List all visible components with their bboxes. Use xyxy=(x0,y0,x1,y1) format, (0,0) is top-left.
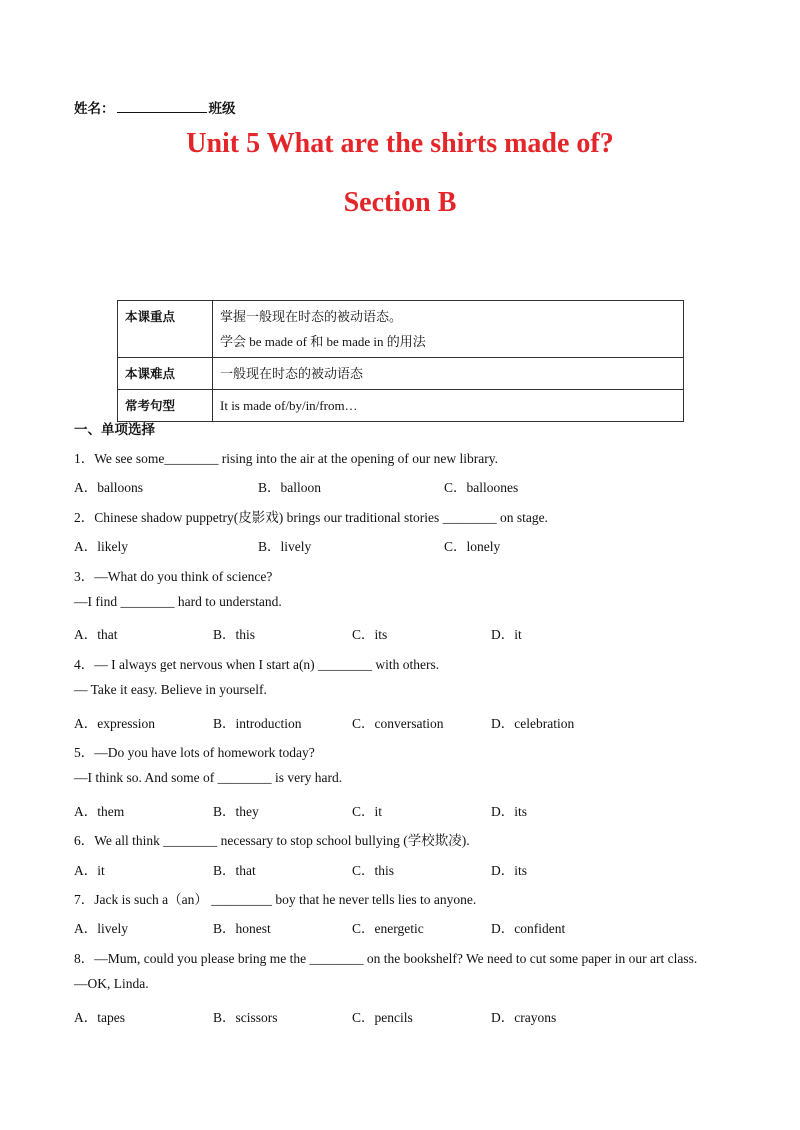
focus-line: 学会 be made of 和 be made in 的用法 xyxy=(220,334,426,349)
answer-option[interactable]: B．they xyxy=(213,803,259,819)
answer-option[interactable]: D．crayons xyxy=(491,1009,557,1025)
name-class-line xyxy=(74,97,236,117)
answer-option[interactable]: C．pencils xyxy=(352,1009,413,1025)
answer-option[interactable]: C．this xyxy=(352,862,395,878)
answer-option[interactable]: C．energetic xyxy=(352,921,424,937)
answer-option[interactable]: A．expression xyxy=(74,715,155,731)
answer-option[interactable]: D．its xyxy=(491,803,528,819)
question-stem: 4．— I always get nervous when I start a(n) ________ with others. xyxy=(74,656,440,672)
question-stem: 8．—Mum, could you please bring me the ________ on the bookshelf? We need to cut some paper in our art class. xyxy=(74,950,698,966)
answer-option[interactable]: A．likely xyxy=(74,539,128,555)
answer-option[interactable]: A．tapes xyxy=(74,1009,125,1025)
lesson-focus-table xyxy=(117,300,684,422)
answer-option[interactable]: C．lonely xyxy=(444,539,501,555)
name-label: 姓名： xyxy=(74,101,115,117)
page-title: Unit 5 What are the shirts made of? xyxy=(186,128,614,159)
question-stem: —I find ________ hard to understand. xyxy=(74,594,282,609)
question-stem: —I think so. And some of ________ is very hard. xyxy=(74,770,343,786)
answer-option[interactable]: A．lively xyxy=(74,921,128,937)
question-stem: —OK, Linda. xyxy=(74,976,149,992)
focus-line: 掌握一般现在时态的被动语态。 xyxy=(220,309,403,324)
answer-option[interactable]: C．conversation xyxy=(352,715,444,731)
answer-option[interactable]: B．lively xyxy=(258,539,312,555)
question-stem: 3．—What do you think of science? xyxy=(74,568,273,584)
page-subtitle: Section B xyxy=(343,187,457,218)
answer-option[interactable]: D．it xyxy=(491,627,522,643)
answer-option[interactable]: C．its xyxy=(352,627,388,643)
question-stem: — Take it easy. Believe in yourself. xyxy=(74,682,267,698)
answer-option[interactable]: B．introduction xyxy=(213,715,302,731)
answer-option[interactable]: A．them xyxy=(74,803,125,819)
answer-option[interactable]: B．balloon xyxy=(258,480,321,496)
answer-option[interactable]: A．balloons xyxy=(74,480,143,496)
question-stem: 6．We all think ________ necessary to stop school bullying (学校欺凌). xyxy=(74,833,470,849)
answer-option[interactable]: D．celebration xyxy=(491,715,575,731)
question-stem: 5．—Do you have lots of homework today? xyxy=(74,745,315,760)
table-row xyxy=(118,301,684,358)
question-stem: 1．We see some________ rising into the air at the opening of our new library. xyxy=(74,451,498,466)
answer-option[interactable]: B．scissors xyxy=(213,1009,278,1025)
answer-option[interactable]: B．this xyxy=(213,627,256,643)
name-blank[interactable] xyxy=(117,100,207,113)
answer-option[interactable]: B．that xyxy=(213,862,256,878)
answer-option[interactable]: B．honest xyxy=(213,921,271,937)
section-heading: 一、单项选择 xyxy=(74,422,155,438)
pattern-content: It is made of/by/in/from… xyxy=(213,390,684,422)
answer-option[interactable]: D．its xyxy=(491,862,528,878)
difficulty-label: 本课难点 xyxy=(118,358,213,390)
table-row xyxy=(118,390,684,422)
answer-option[interactable]: A．it xyxy=(74,862,105,878)
class-label: 班级 xyxy=(208,101,236,117)
pattern-label: 常考句型 xyxy=(118,390,213,422)
answer-option[interactable]: D．confident xyxy=(491,921,566,937)
answer-option[interactable]: C．balloones xyxy=(444,480,519,496)
question-stem: 2．Chinese shadow puppetry(皮影戏) brings our traditional stories ________ on stage. xyxy=(74,509,548,525)
answer-option[interactable]: C．it xyxy=(352,803,383,819)
table-row xyxy=(118,358,684,390)
question-stem: 7．Jack is such a（an） _________ boy that he never tells lies to anyone. xyxy=(74,892,477,907)
difficulty-content: 一般现在时态的被动语态 xyxy=(213,358,684,390)
focus-label: 本课重点 xyxy=(118,301,213,358)
answer-option[interactable]: A．that xyxy=(74,627,118,643)
focus-content xyxy=(213,301,684,358)
